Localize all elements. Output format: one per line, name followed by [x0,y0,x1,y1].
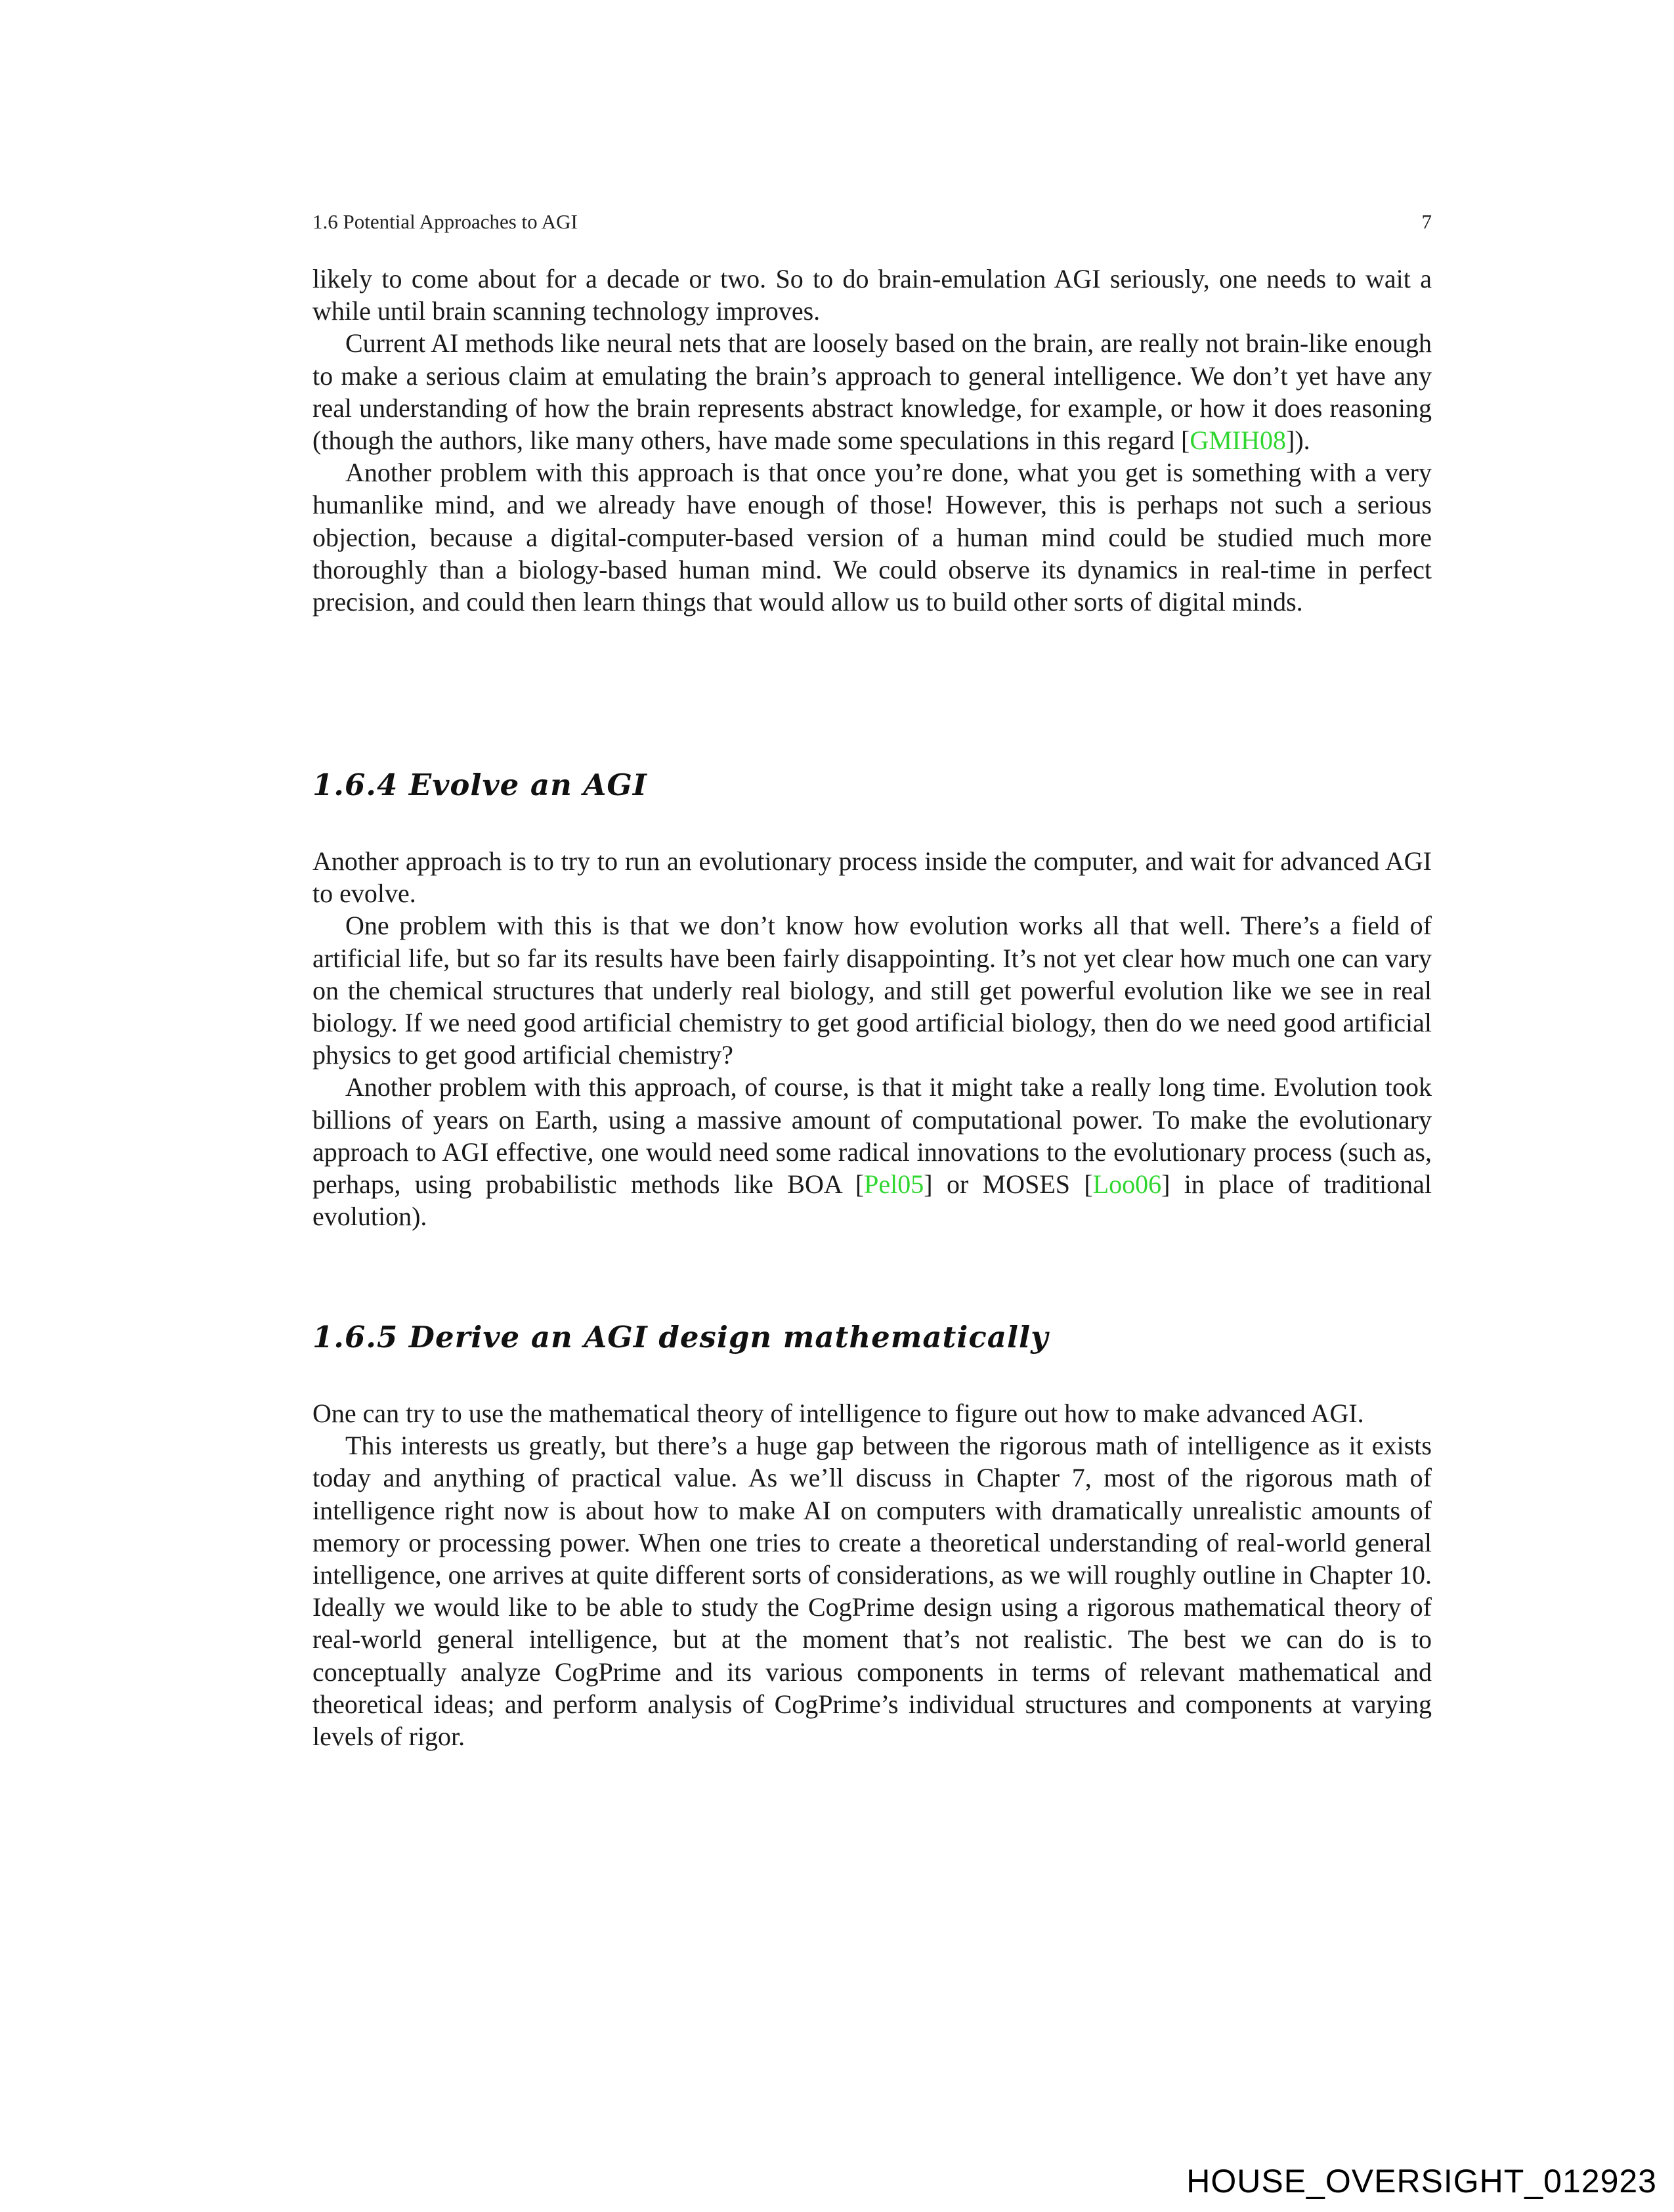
paragraph: Another approach is to try to run an evolutionary process inside the computer, and wait for advanced AGI to evolve. [312,846,1432,909]
bates-number: HOUSE_OVERSIGHT_012923 [1186,2163,1657,2200]
citation-link[interactable]: GMIH08 [1190,425,1286,456]
header-section-title: 1.6 Potential Approaches to AGI [312,210,578,233]
section-heading-1-6-4: 1.6.4 Evolve an AGI [312,768,647,802]
section-1-6-5-body [312,1397,1432,1752]
paragraph: One can try to use the mathematical theory of intelligence to figure out how to make advanced AGI. [312,1399,1364,1428]
paragraph [312,1071,1432,1232]
running-header [312,209,1432,235]
paragraph: One problem with this is that we don’t know how evolution works all that well. There’s a field of artificial life, but so far its results have been fairly disappointing. It’s not yet clear how much one can vary on the chemical structures that underly real biology, and still get powerful evolution like we see in real biology. If we need good artificial chemistry to get good artificial biology, then do we need good artificial physics to get good artificial chemistry? [312,911,1432,1070]
paragraph-text: Another problem with this approach, of course, is that it might take a really long time. Evolution took billions of years on Earth, using a massive amount of computational power. To make the evolutionary approach to AGI effective, one would need some radical innovations to the evolutionary process (such as, perhaps, using probabilistic methods like BOA [ [312,1072,1432,1200]
section-heading-1-6-5: 1.6.5 Derive an AGI design mathematically [312,1320,1049,1355]
paragraph-text: ] in place of traditional evolution). [312,1169,1432,1232]
intro-body [312,263,1432,618]
paragraph-text: ] or MOSES [ [924,1169,1093,1200]
section-1-6-4-body [312,845,1432,1232]
page-number: 7 [1421,210,1432,233]
citation-link[interactable]: Loo06 [1092,1169,1162,1200]
paragraph: This interests us greatly, but there’s a huge gap between the rigorous math of intelligence as it exists today and anything of practical value. As we’ll discuss in Chapter 7, most of the rigorous math of intelligence right now is about how to make AI on computers with dramatically unrealistic amounts of memory or processing power. When one tries to create a theoretical understanding of real-world general intelligence, one arrives at quite different sorts of considerations, as we will roughly outline in Chapter 10. Ideally we would like to be able to study the CogPrime design using a rigorous mathematical theory of real-world general intelligence, but at the moment that’s not realistic. The best we can do is to conceptually analyze CogPrime and its various components in terms of relevant mathematical and theoretical ideas; and perform analysis of CogPrime’s individual structures and components at varying levels of rigor. [312,1431,1432,1752]
paragraph: Another problem with this approach is that once you’re done, what you get is something with a very humanlike mind, and we already have enough of those! However, this is perhaps not such a serious objection, because a digital-computer-based version of a human mind could be studied much more thoroughly than a biology-based human mind. We could observe its dynamics in real-time in perfect precision, and could then learn things that would allow us to build other sorts of digital minds. [312,458,1432,617]
citation-link[interactable]: Pel05 [864,1169,924,1200]
paragraph: likely to come about for a decade or two. So to do brain-emulation AGI seriously, one needs to wait a while until brain scanning technology improves. [312,264,1432,326]
paragraph [312,327,1432,456]
paragraph-text: Current AI methods like neural nets that are loosely based on the brain, are really not brain-like enough to make a serious claim at emulating the brain’s approach to general intelligence. We don’t yet have any real understanding of how the brain represents abstract knowledge, for example, or how it does reasoning (though the authors, like many others, have made some speculations in this regard [ [312,328,1432,456]
paragraph-text: ]). [1286,425,1310,456]
